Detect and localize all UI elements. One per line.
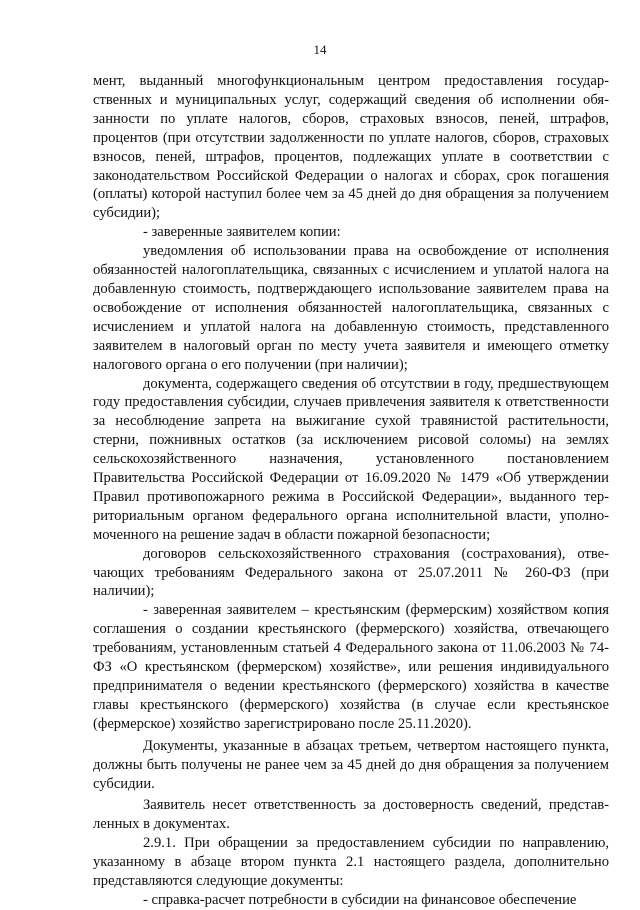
paragraph-fire-safety-document: документа, содержащего сведения об отсутствии в году, предшествующем году предоставления субсидии, случаев привлечения заявителя к ответственности за несоблюдение запрета на выжигание сухой травянистой растительности, стерни, пожнивных остатков (за исключением рисовой соломы) на землях сельскохозяйственного назначения, установленного постановлением Правительства Российской Федерации от 16.09.2020 № 1479 «Об утверждении Правил противопожарного режима в Российской Федерации», выданного территориальным органом федерального органа исполнительной власти, уполномоченного на решение задач в области пожарной безопасности; (93, 375, 609, 543)
paragraph-farm-agreement: - заверенная заявителем – крестьянским (фермерским) хозяйством копия соглашения о создании крестьянского (фермерского) хозяйства, отвечающего требованиям, установленным статьей 4 Федерального закона от 11.06.2003 № 74-ФЗ «О крестьянском (фермерском) хозяйстве», или решения индивидуального предпринимателя о ведении крестьянского (фермерского) хозяйства в качестве главы крестьянского (фермерского) хозяйства (в случае если крестьянское (фермерское) хозяйство зарегистрировано после 25.11.2020). (93, 602, 609, 732)
page-body (93, 72, 609, 910)
paragraph-document-validity: Документы, указанные в абзацах третьем, четвертом настоящего пункта, должны быть получены не ранее чем за 45 дней до дня обращения за получением субсидии. (93, 737, 609, 792)
paragraph-applicant-responsibility: Заявитель несет ответственность за достоверность сведений, представленных в документах. (93, 797, 609, 833)
paragraph-vat-exemption-notice: уведомления об использовании права на освобождение от исполнения обязанностей налогоплательщика, связанных с исчислением и уплатой налога на добавленную стоимость, подтверждающего использование заявителем права на освобождение от исполнения обязанностей налогоплательщика, связанных с исчислением и уплатой налога на добавленную стоимость, представленного заявителем в налоговый орган по месту учета заявителя и имеющего отметку налогового органа о его получении (при наличии); (93, 243, 609, 373)
paragraph-continuation: мент, выданный многофункциональным центром предоставления государственных и муниципальных услуг, содержащий сведения об исполнении обязанности по уплате налогов, сборов, страховых взносов, пеней, штрафов, процентов (при отсутствии задолженности по уплате налогов, сборов, страховых взносов, пеней, штрафов, процентов, подлежащих уплате в соответствии с законодательством Российской Федерации о налогах и сборах, срок погашения (оплаты) которой наступил более чем за 45 дней до дня обращения за получением субсидии); (93, 73, 609, 222)
paragraph-insurance-contracts: договоров сельскохозяйственного страхования (сострахования), отвечающих требованиям Федерального закона от 25.07.2011 № 260-ФЗ (при наличии); (93, 545, 609, 600)
page-number: 14 (313, 42, 327, 57)
paragraph-certified-copies: - заверенные заявителем копии: (143, 224, 341, 241)
paragraph-calculation-certificate: - справка-расчет потребности в субсидии на финансовое обеспечение (143, 891, 577, 908)
paragraph-section-2-9-1: 2.9.1. При обращении за предоставлением субсидии по направлению, указанному в абзаце втором пункта 2.1 настоящего раздела, дополнительно представляются следующие документы: (93, 835, 609, 890)
